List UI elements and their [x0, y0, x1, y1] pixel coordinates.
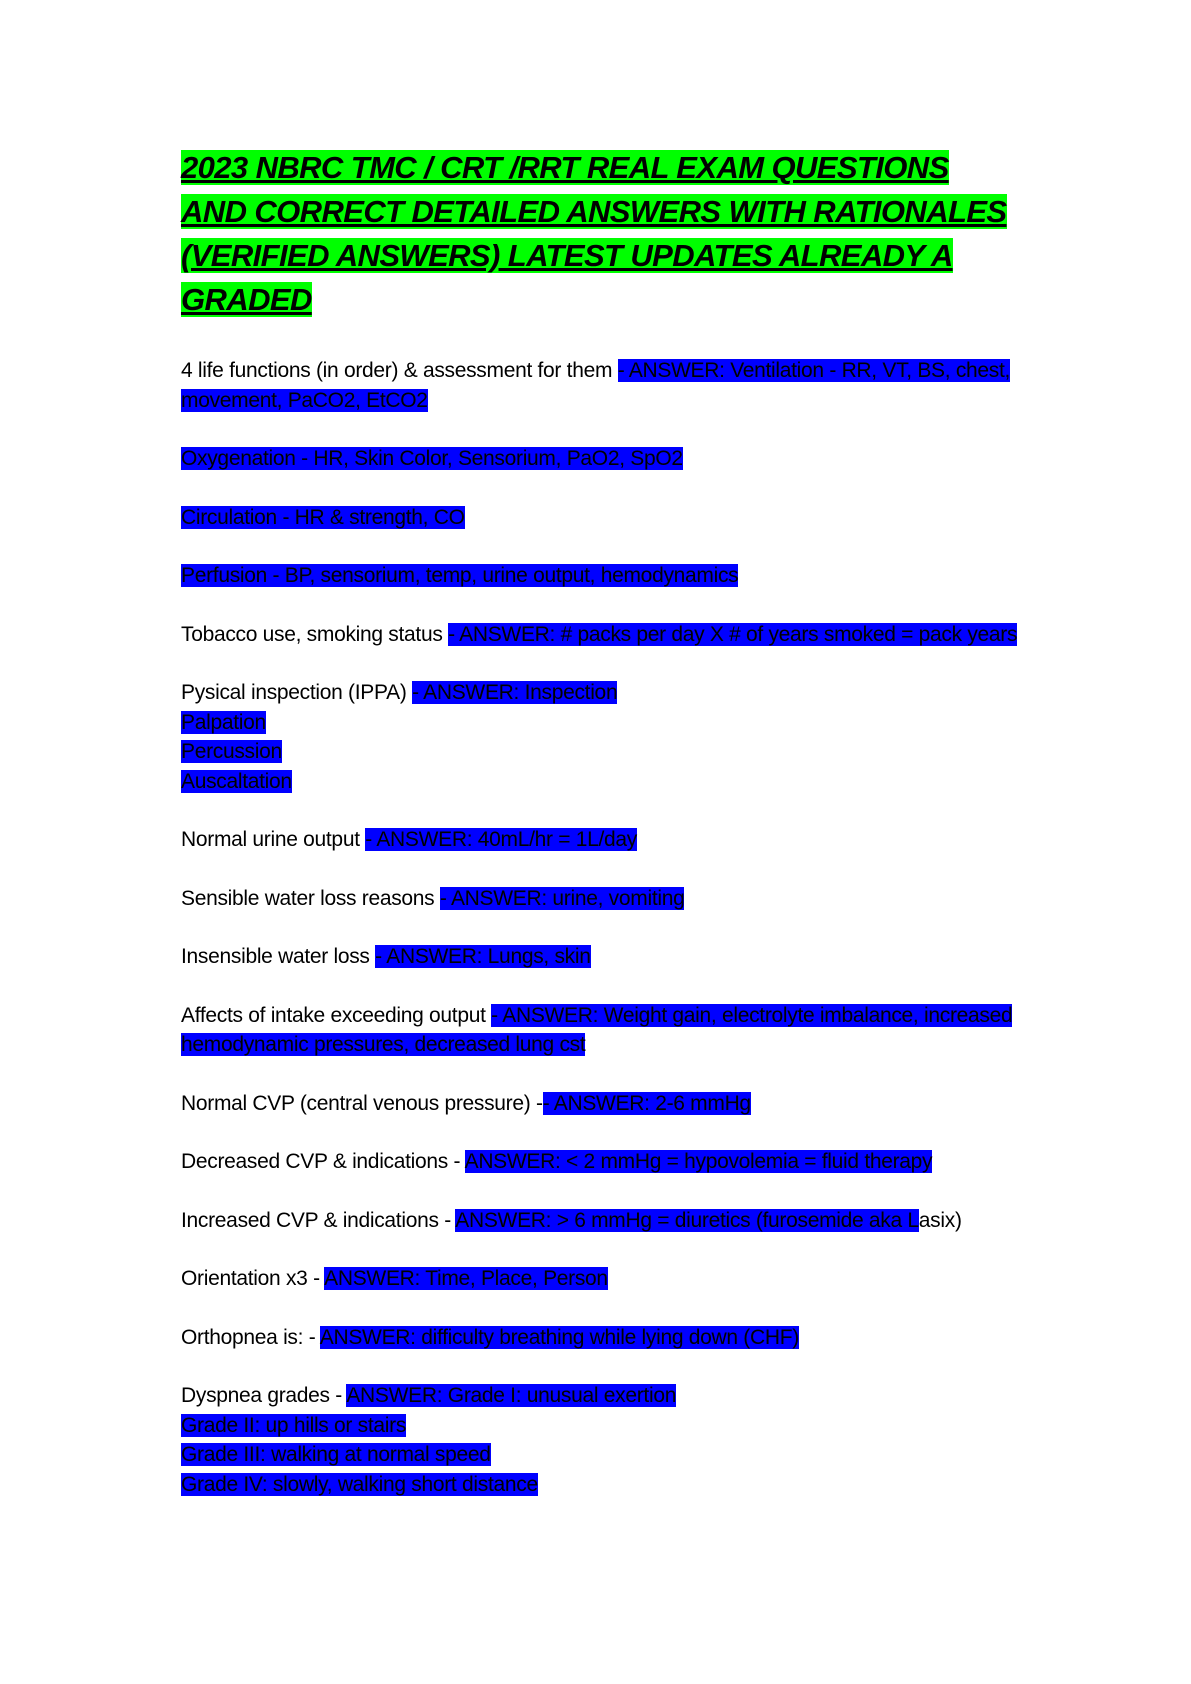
answer-line-text: Percussion	[181, 740, 282, 763]
answer-line-text: Palpation	[181, 710, 266, 734]
answer-line	[181, 737, 1021, 767]
answer-line-text: Auscaltation	[181, 769, 292, 793]
answer-text: Perfusion - BP, sensorium, temp, urine output, hemodynamics	[181, 564, 739, 587]
qa-item	[181, 1089, 1021, 1119]
qa-item	[181, 678, 1021, 796]
question-text: Orthopnea is: -	[181, 1325, 320, 1349]
answer-line-text: Grade III: walking at normal speed	[181, 1443, 491, 1466]
answer-text: ANSWER: Grade I: unusual exertion	[346, 1384, 677, 1407]
qa-item	[181, 825, 1021, 855]
question-text: Insensible water loss	[181, 945, 376, 968]
qa-item	[181, 1323, 1021, 1353]
question-text: Orientation x3 -	[181, 1267, 325, 1290]
answer-line	[181, 1411, 1021, 1441]
qa-item	[181, 1001, 1021, 1060]
question-text: Dyspnea grades -	[181, 1384, 347, 1407]
answer-line-text: Grade II: up hills or stairs	[181, 1413, 407, 1437]
qa-item	[181, 356, 1021, 415]
answer-text: - ANSWER: 2-6 mmHg	[542, 1091, 751, 1115]
answer-text: - ANSWER: Inspection	[412, 681, 618, 704]
answer-text: - ANSWER: # packs per day X # of years smoked = pack years	[448, 622, 1018, 646]
qa-item	[181, 561, 1021, 591]
title-text: 2023 NBRC TMC / CRT /RRT REAL EXAM QUESTIONS AND CORRECT DETAILED ANSWERS WITH RATIONALES (VERIFIED ANSWERS) LATEST UPDATES ALREADY A GRADED	[181, 150, 1007, 317]
question-text: Affects of intake exceeding output	[181, 1003, 492, 1027]
document-title	[181, 146, 1011, 322]
question-text: Sensible water loss reasons	[181, 886, 440, 910]
answer-text: ANSWER: difficulty breathing while lying down (CHF)	[319, 1325, 799, 1349]
answer-tail-text: asix)	[918, 1208, 962, 1232]
answer-line-text: Grade IV: slowly, walking short distance	[181, 1472, 538, 1496]
qa-item	[181, 942, 1021, 972]
answer-text: - ANSWER: Lungs, skin	[375, 945, 591, 968]
answer-text: - ANSWER: urine, vomiting	[439, 886, 685, 910]
answer-line	[181, 1470, 1021, 1500]
qa-item	[181, 1147, 1021, 1177]
qa-list	[181, 356, 1021, 1499]
question-text: Increased CVP & indications -	[181, 1208, 456, 1232]
answer-text: - ANSWER: Ventilation - RR, VT, BS, chest, movement, PaCO2, EtCO2	[181, 359, 1011, 412]
answer-line	[181, 1440, 1021, 1470]
qa-item	[181, 503, 1021, 533]
qa-item	[181, 444, 1021, 474]
answer-line	[181, 767, 1021, 797]
qa-item	[181, 1381, 1021, 1499]
document-page	[181, 146, 1021, 1528]
answer-text: ANSWER: Time, Place, Person	[324, 1267, 608, 1290]
qa-item	[181, 1264, 1021, 1294]
qa-item	[181, 1206, 1021, 1236]
question-text: Normal urine output	[181, 828, 366, 851]
qa-item	[181, 884, 1021, 914]
answer-text: Circulation - HR & strength, CO	[181, 505, 465, 529]
answer-text: - ANSWER: Weight gain, electrolyte imbalance, increased hemodynamic pressures, decreased lung cst	[181, 1003, 1013, 1056]
question-text: Pysical inspection (IPPA)	[181, 681, 413, 704]
answer-line	[181, 708, 1021, 738]
question-text: Decreased CVP & indications -	[181, 1150, 465, 1173]
answer-text: ANSWER: < 2 mmHg = hypovolemia = fluid therapy	[464, 1150, 933, 1173]
question-text: Tobacco use, smoking status	[181, 622, 449, 646]
answer-text: ANSWER: > 6 mmHg = diuretics (furosemide aka L	[455, 1208, 919, 1232]
question-text: Normal CVP (central venous pressure) -	[181, 1091, 543, 1115]
answer-text: - ANSWER: 40mL/hr = 1L/day	[365, 828, 637, 851]
answer-text: Oxygenation - HR, Skin Color, Sensorium, PaO2, SpO2	[181, 447, 683, 470]
question-text: 4 life functions (in order) & assessment for them	[181, 359, 618, 382]
qa-item	[181, 620, 1021, 650]
